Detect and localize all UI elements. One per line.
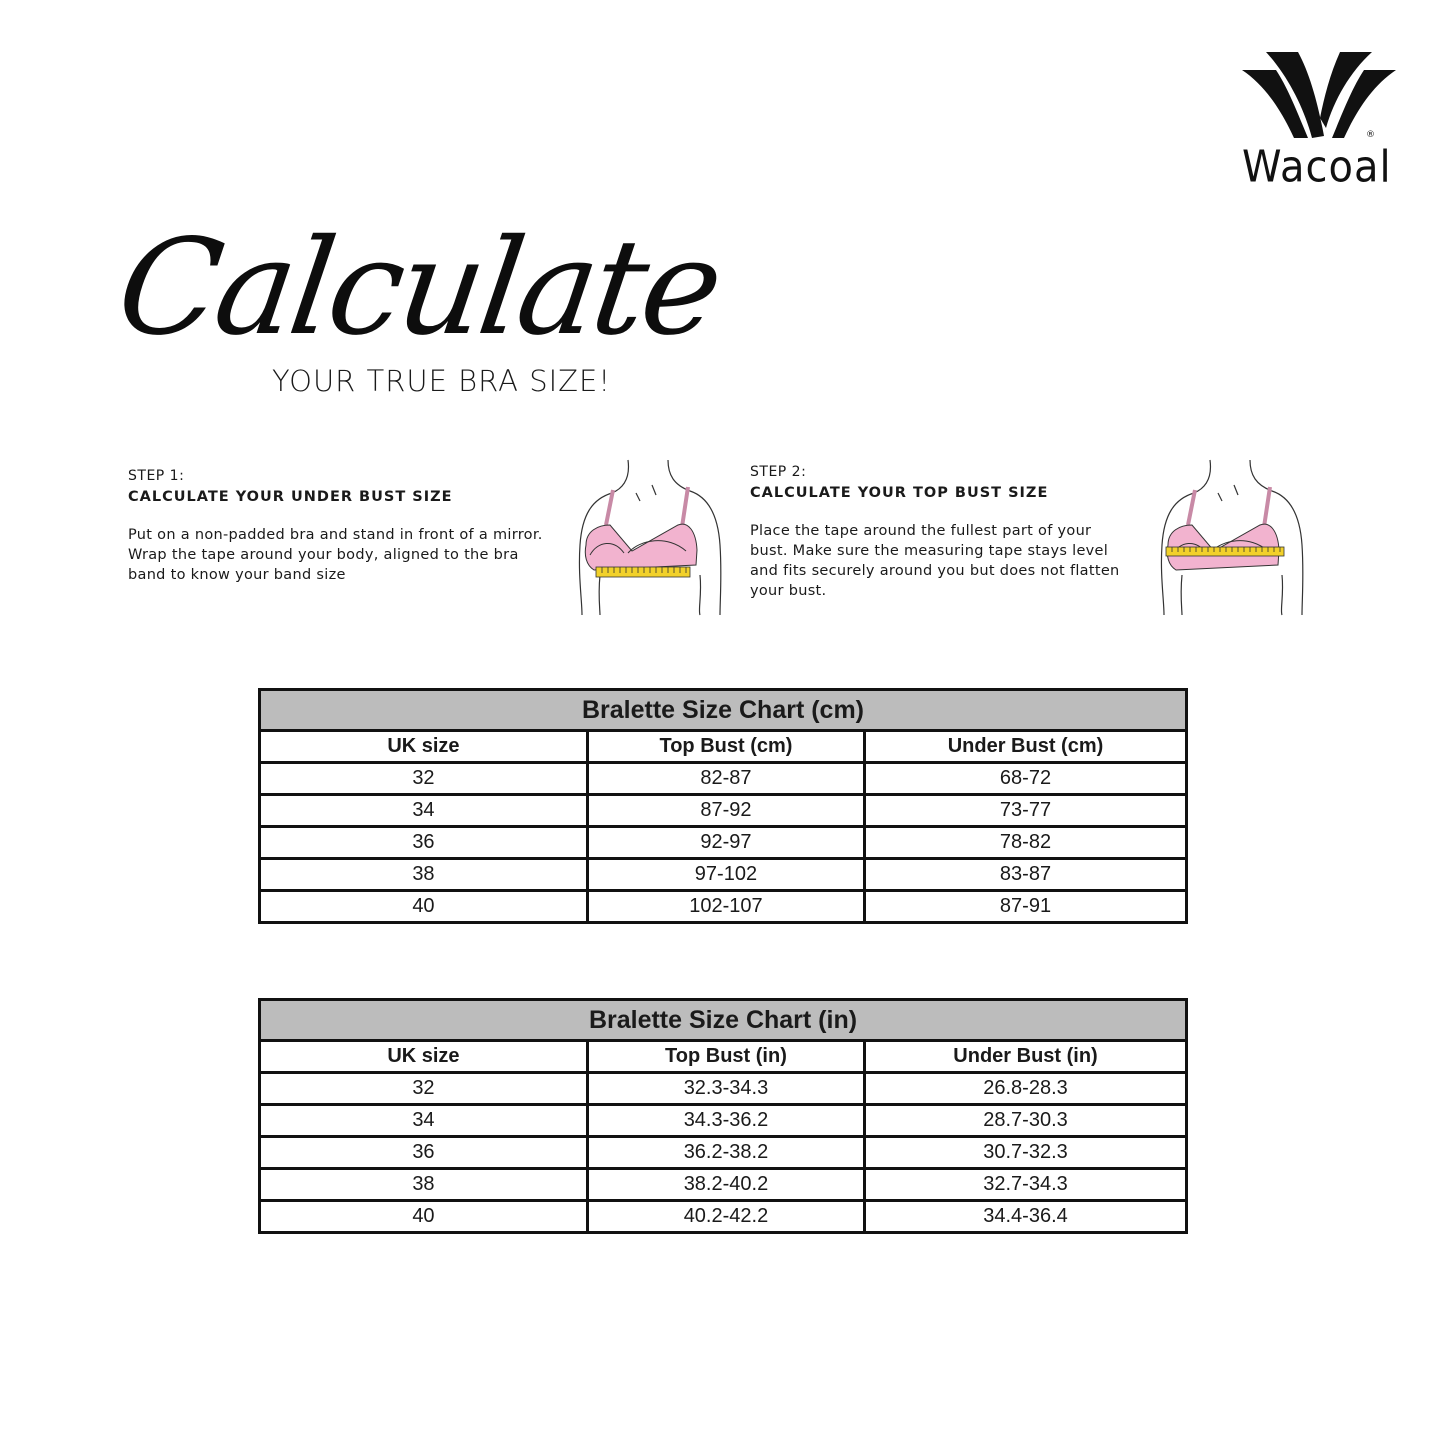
column-header: Under Bust (in) [865,1041,1187,1073]
table-cell: 32.3-34.3 [587,1073,864,1105]
table-row [260,795,1187,827]
table-cell: 40.2-42.2 [587,1201,864,1233]
table-cell: 34 [260,1105,588,1137]
step-2-text: Place the tape around the fullest part of your bust. Make sure the measuring tape stays level and fits securely around you but does not flatten your bust. [750,523,1120,599]
table-row [260,1073,1187,1105]
brand-name: Wacoal [1242,142,1392,193]
table-cell: 102-107 [587,891,864,923]
table-cell: 30.7-32.3 [865,1137,1187,1169]
table-cell: 68-72 [865,763,1187,795]
script-title: Calculate [109,211,728,365]
step-2-label: STEP 2: [750,464,807,480]
table-cell: 82-87 [587,763,864,795]
size-chart-cm [258,688,1188,924]
table-cell: 40 [260,1201,588,1233]
table-cell: 38 [260,859,588,891]
table-cell: 87-91 [865,891,1187,923]
table-cell: 28.7-30.3 [865,1105,1187,1137]
table-cell: 32.7-34.3 [865,1169,1187,1201]
column-header: Under Bust (cm) [865,731,1187,763]
table-row [260,891,1187,923]
column-header: Top Bust (in) [587,1041,864,1073]
table-cell: 92-97 [587,827,864,859]
bra-top-bust-tape-illustration [1152,455,1317,620]
table-row [260,827,1187,859]
table-cell: 32 [260,763,588,795]
step-2 [750,464,1120,601]
column-header: UK size [260,731,588,763]
table-cell: 36 [260,1137,588,1169]
table-cell: 34.3-36.2 [587,1105,864,1137]
step-1 [128,468,548,585]
table-title: Bralette Size Chart (cm) [260,690,1187,731]
table-title: Bralette Size Chart (in) [260,1000,1187,1041]
step-2-heading: CALCULATE YOUR TOP BUST SIZE [750,485,1049,501]
table-cell: 78-82 [865,827,1187,859]
registered-mark: ® [1366,130,1375,140]
table-cell: 87-92 [587,795,864,827]
table-cell: 83-87 [865,859,1187,891]
step-1-text: Put on a non-padded bra and stand in front of a mirror. Wrap the tape around your body, aligned to the bra band to know your band size [128,527,543,583]
table-cell: 73-77 [865,795,1187,827]
table-row [260,1169,1187,1201]
table-cell: 40 [260,891,588,923]
column-header: UK size [260,1041,588,1073]
table-row [260,1201,1187,1233]
table-cell: 34 [260,795,588,827]
column-header: Top Bust (cm) [587,731,864,763]
table-row [260,859,1187,891]
table-cell: 38.2-40.2 [587,1169,864,1201]
bra-under-bust-tape-illustration [570,455,735,620]
subtitle: YOUR TRUE BRA SIZE! [272,364,611,398]
table-cell: 32 [260,1073,588,1105]
table-row [260,1105,1187,1137]
table-cell: 36.2-38.2 [587,1137,864,1169]
step-1-label: STEP 1: [128,468,185,484]
step-1-heading: CALCULATE YOUR UNDER BUST SIZE [128,489,453,505]
size-chart-in [258,998,1188,1234]
table-cell: 38 [260,1169,588,1201]
table-cell: 34.4-36.4 [865,1201,1187,1233]
table-cell: 97-102 [587,859,864,891]
wacoal-logo [1236,48,1402,193]
table-row [260,1137,1187,1169]
table-cell: 36 [260,827,588,859]
wacoal-wing-icon [1236,48,1402,148]
table-cell: 26.8-28.3 [865,1073,1187,1105]
table-row [260,763,1187,795]
